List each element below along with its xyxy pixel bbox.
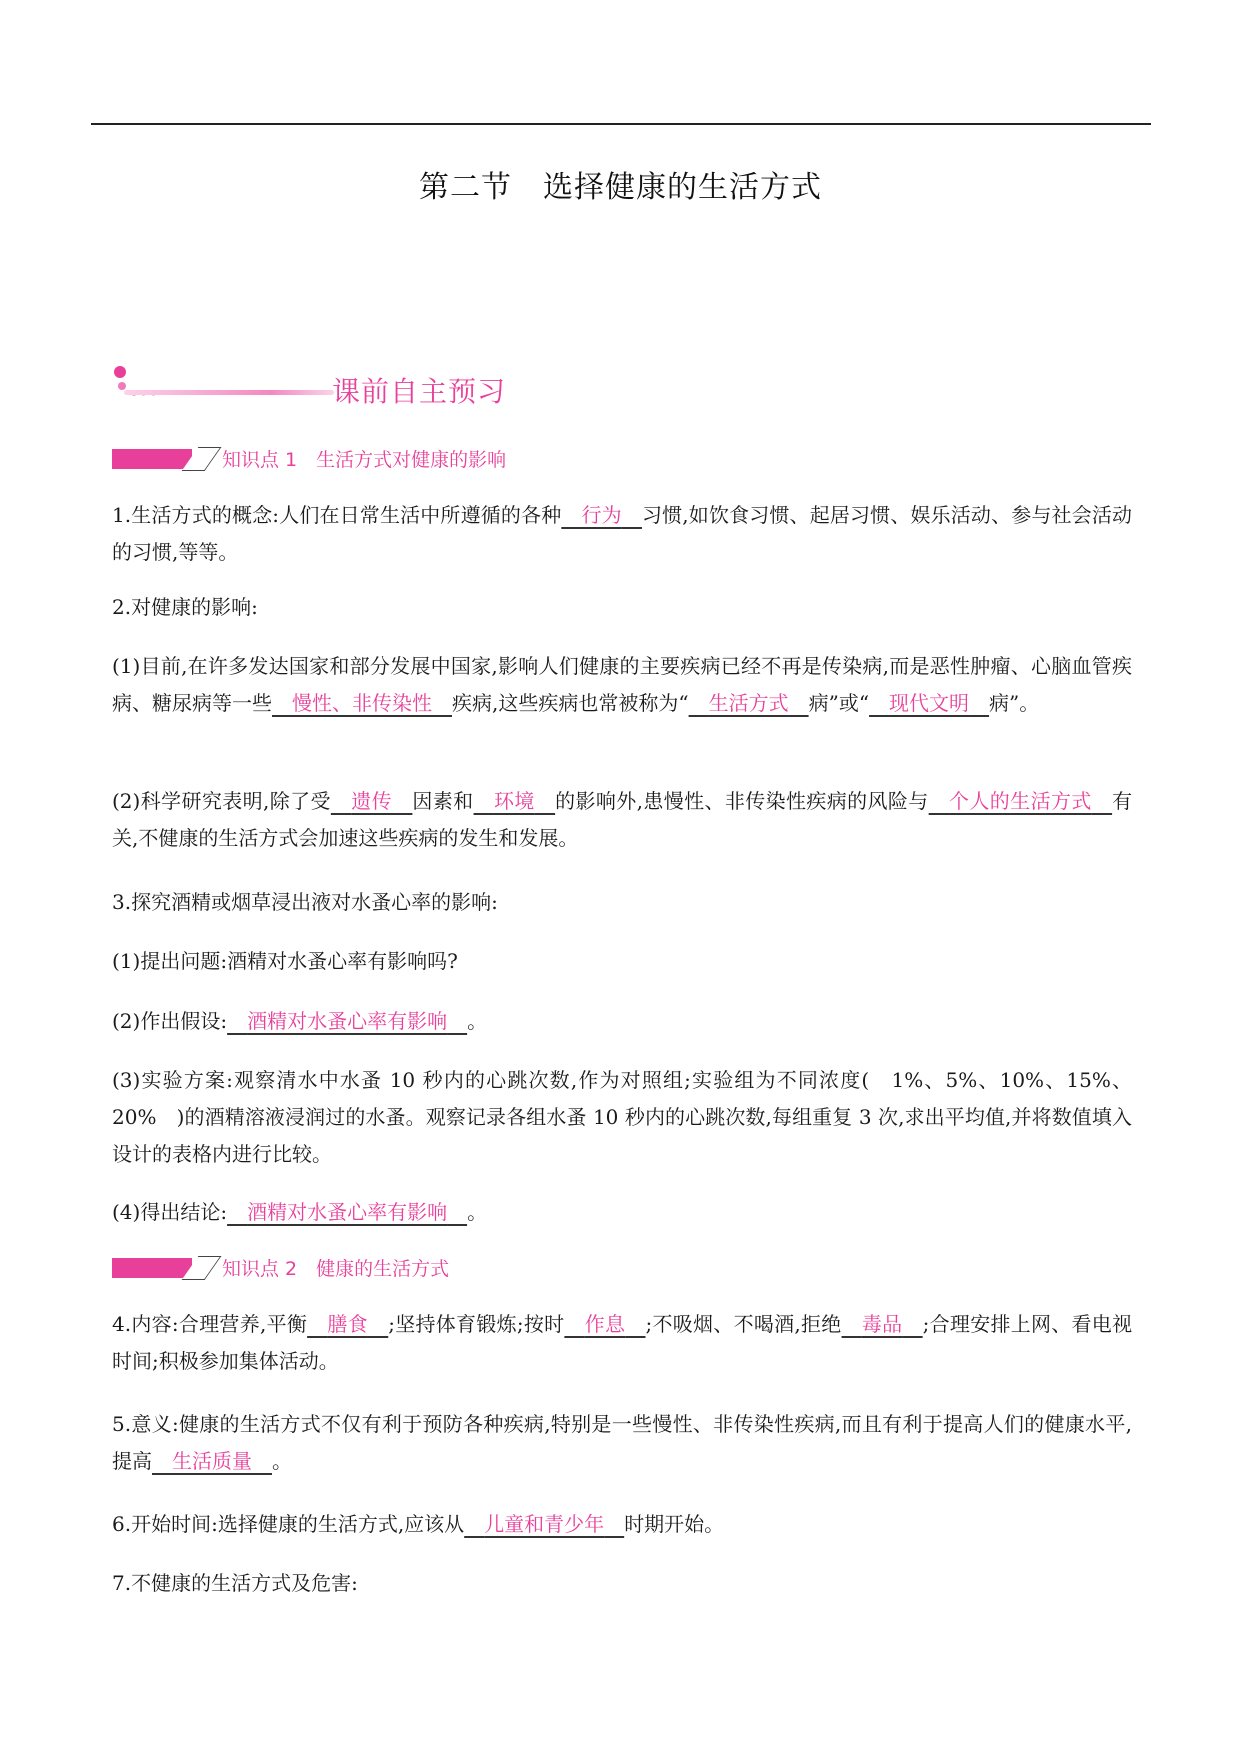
paragraph-7 [112,1003,1132,1040]
text: ;合理安排上网、看电视时间;积极参加集体活动。 [112,1312,1133,1373]
kp-tag-icon [112,1258,192,1278]
paragraph-6: (1)提出问题:酒精对水蚤心率有影响吗? [112,949,458,973]
text: 4.内容:合理营养,平衡 [112,1312,308,1336]
kp-title: 知识点 2 健康的生活方式 [222,1258,450,1280]
text: (2)科学研究表明,除了受 [112,789,331,813]
text: 。 [467,1200,488,1224]
paragraph-11 [112,1406,1132,1480]
paragraph-8: (3)实验方案:观察清水中水蚤 10 秒内的心跳次数,作为对照组;实验组为不同浓度( 1%、5%、10%、15%、20% )的酒精溶液浸润过的水蚤。观察记录各组水蚤 10 秒内的心跳次数,每组重复 3 次,求出平均值,并将数值填入设计的表格内进行比较。 [112,1068,1132,1166]
answer-blank: 慢性、非传染性 [292,691,432,715]
answer-blank: 生活质量 [172,1449,252,1473]
paragraph-13: 7.不健康的生活方式及危害: [112,1571,358,1595]
answer-blank: 生活方式 [708,691,789,715]
decor-bar [124,390,334,395]
answer-blank: 毒品 [861,1312,903,1336]
text: (2)作出假设: [112,1009,228,1033]
paragraph-4 [112,783,1132,857]
header-rule [91,123,1151,125]
text: 的影响外,患慢性、非传染性疾病的风险与 [555,789,929,813]
text: ;坚持体育锻炼;按时 [388,1312,565,1336]
paragraph-10 [112,1306,1132,1380]
text: 疾病,这些疾病也常被称为“ [452,691,689,715]
text: ;不吸烟、不喝酒,拒绝 [645,1312,842,1336]
answer-blank: 个人的生活方式 [949,789,1092,813]
paragraph-1 [112,497,1132,571]
text: 有关,不健康的生活方式会加速这些疾病的发生和发展。 [112,789,1133,850]
answer-blank: 现代文明 [889,691,970,715]
answer-blank: 膳食 [327,1312,368,1336]
text: 5.意义:健康的生活方式不仅有利于预防各种疾病,特别是一些慢性、非传染性疾病,而且有利于提高人们的健康水平,提高 [112,1412,1132,1473]
kp-title: 知识点 1 生活方式对健康的影响 [222,449,507,471]
paragraph-3 [112,648,1132,722]
answer-blank: 行为 [581,503,622,527]
section-header [112,362,532,412]
paragraph-12 [112,1506,1132,1543]
text: 。 [272,1449,292,1473]
text: 6.开始时间:选择健康的生活方式,应该从 [112,1512,465,1536]
answer-blank: 作息 [584,1312,626,1336]
answer-blank: 儿童和青少年 [484,1512,605,1536]
paragraph-9 [112,1194,1132,1231]
text: 1.生活方式的概念:人们在日常生活中所遵循的各种 [112,503,562,527]
paragraph-5: 3.探究酒精或烟草浸出液对水蚤心率的影响: [112,890,498,914]
answer-blank: 环境 [493,789,535,813]
kp-tag-icon [112,449,192,469]
text: 。 [467,1009,488,1033]
answer-blank: 酒精对水蚤心率有影响 [247,1009,448,1033]
text: 病”或“ [808,691,870,715]
text: 因素和 [412,789,474,813]
text: 习惯,如饮食习惯、起居习惯、娱乐活动、参与社会活动的习惯,等等。 [112,503,1133,564]
text: 时期开始。 [624,1512,725,1536]
text: (1)目前,在许多发达国家和部分发展中国家,影响人们健康的主要疾病已经不再是传染病,而是恶性肿瘤、心脑血管疾病、糖尿病等一些 [112,654,1132,715]
answer-blank: 酒精对水蚤心率有影响 [247,1200,448,1224]
section-title: 课前自主预习 [332,375,507,408]
page-title: 第二节 选择健康的生活方式 [419,170,822,205]
decor-dot-icon [118,382,126,390]
decor-dot-icon [114,366,126,378]
text: (4)得出结论: [112,1200,228,1224]
answer-blank: 遗传 [351,789,393,813]
text: 病”。 [989,691,1040,715]
paragraph-2: 2.对健康的影响: [112,595,258,619]
